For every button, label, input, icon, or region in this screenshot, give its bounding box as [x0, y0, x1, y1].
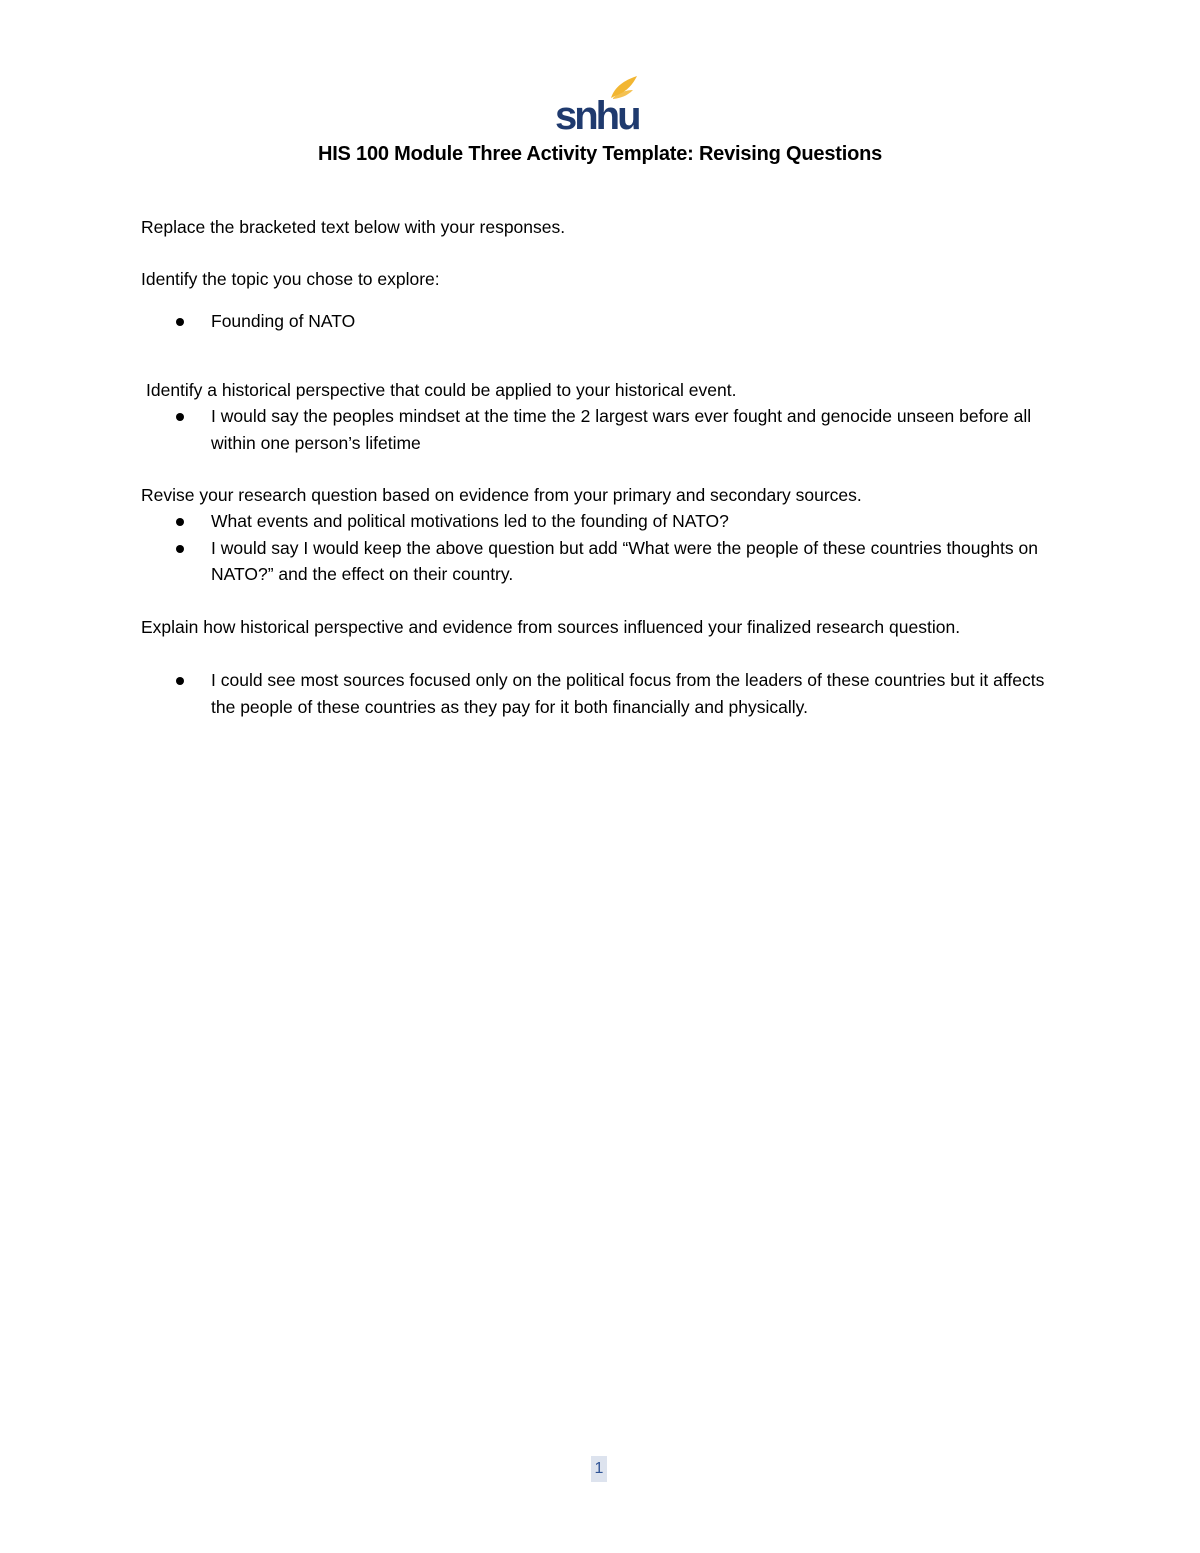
- section-3-bullets: [141, 508, 1061, 588]
- page-number: 1: [591, 1456, 607, 1482]
- bullet-icon: [176, 413, 184, 421]
- list-item: [141, 403, 1061, 456]
- section-1-prompt: Identify the topic you chose to explore:: [141, 269, 440, 289]
- list-item: [141, 508, 1061, 535]
- bullet-text: I could see most sources focused only on the political focus from the leaders of these countries but it affects the people of these countries as they pay for it both financially and physically.: [211, 670, 1045, 717]
- bullet-text: I would say the peoples mindset at the time the 2 largest wars ever fought and genocide unseen before all within one person’s lifetime: [211, 406, 1032, 453]
- bullet-text: Founding of NATO: [211, 311, 356, 331]
- section-2-bullets: [141, 403, 1061, 456]
- instruction-text: Replace the bracketed text below with your responses.: [141, 217, 566, 237]
- section-3-prompt: Revise your research question based on evidence from your primary and secondary sources.: [141, 485, 862, 505]
- bullet-text: What events and political motivations led to the founding of NATO?: [211, 511, 729, 531]
- list-item: [141, 535, 1061, 588]
- logo-wordmark: snhu: [555, 94, 639, 132]
- snhu-logo: [555, 74, 639, 132]
- section-4-prompt: Explain how historical perspective and evidence from sources influenced your finalized research question.: [141, 617, 961, 637]
- page-title: HIS 100 Module Three Activity Template: Revising Questions: [317, 143, 883, 165]
- list-item: [141, 667, 1061, 720]
- section-2-prompt: Identify a historical perspective that could be applied to your historical event.: [146, 380, 737, 400]
- bullet-icon: [176, 545, 184, 553]
- section-4-bullets: [141, 667, 1061, 720]
- bullet-icon: [176, 318, 184, 326]
- section-1-bullets: [141, 308, 1061, 335]
- bullet-icon: [176, 677, 184, 685]
- list-item: [141, 308, 1061, 335]
- flame-leaf-icon: [555, 74, 639, 132]
- bullet-text: I would say I would keep the above question but add “What were the people of these countries thoughts on NATO?” and the effect on their country.: [211, 537, 1038, 584]
- bullet-icon: [176, 518, 184, 526]
